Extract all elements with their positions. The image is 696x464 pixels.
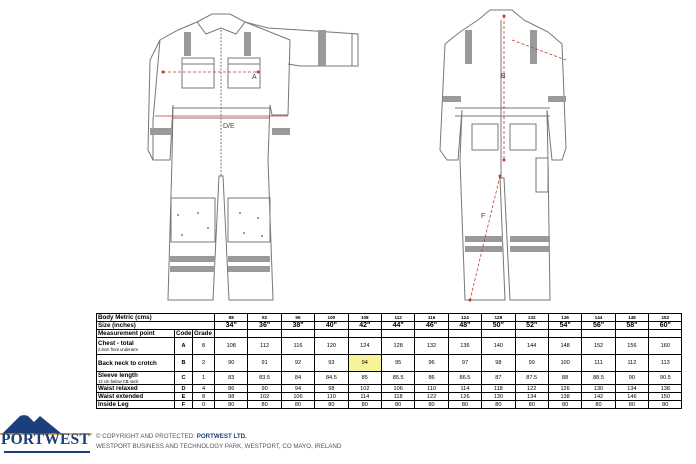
value-cell: 112 bbox=[248, 338, 281, 355]
value-cell: 138 bbox=[649, 385, 682, 393]
value-cell: 150 bbox=[649, 393, 682, 401]
empty-cell bbox=[649, 330, 682, 338]
row-code: D bbox=[175, 385, 193, 393]
value-cell: 106 bbox=[381, 385, 414, 393]
value-cell: 86.5 bbox=[448, 372, 481, 385]
value-cell: 148 bbox=[548, 338, 581, 355]
size-cell: 88 bbox=[215, 314, 248, 322]
value-cell: 86 bbox=[415, 372, 448, 385]
company-address: WESTPORT BUSINESS AND TECHNOLOGY PARK, WESTPORT, CO MAYO, IRELAND bbox=[96, 443, 342, 450]
value-cell: 98 bbox=[482, 355, 515, 372]
size-cell: 38" bbox=[281, 322, 314, 330]
row-label-text: Sleeve length bbox=[98, 372, 138, 379]
value-cell: 156 bbox=[615, 338, 648, 355]
size-cell: 152 bbox=[649, 314, 682, 322]
value-cell: 97 bbox=[448, 355, 481, 372]
size-cell: 148 bbox=[615, 314, 648, 322]
value-cell: 80 bbox=[315, 401, 348, 409]
size-cell: 112 bbox=[381, 314, 414, 322]
value-cell: 80 bbox=[649, 401, 682, 409]
value-cell: 84.5 bbox=[315, 372, 348, 385]
size-cell: 136 bbox=[548, 314, 581, 322]
value-cell: 86 bbox=[215, 385, 248, 393]
row-label-text: Back neck to crotch bbox=[98, 359, 157, 367]
value-cell: 90 bbox=[615, 372, 648, 385]
measurement-lines bbox=[155, 16, 566, 300]
size-cell: 58" bbox=[615, 322, 648, 330]
value-cell: 80 bbox=[281, 401, 314, 409]
value-cell: 146 bbox=[615, 393, 648, 401]
value-cell: 88.5 bbox=[582, 372, 615, 385]
row-label bbox=[97, 355, 175, 372]
value-cell: 130 bbox=[582, 385, 615, 393]
empty-cell bbox=[381, 330, 414, 338]
size-cell: 40" bbox=[315, 322, 348, 330]
value-cell: 93 bbox=[315, 355, 348, 372]
row-code: C bbox=[175, 372, 193, 385]
size-cell: 48" bbox=[448, 322, 481, 330]
value-cell: 138 bbox=[548, 393, 581, 401]
header-row bbox=[97, 314, 682, 322]
label-a: A bbox=[252, 74, 257, 81]
value-cell: 98 bbox=[315, 385, 348, 393]
empty-cell bbox=[248, 330, 281, 338]
row-grade: 0 bbox=[193, 401, 215, 409]
header-label: Body Metric (cms) bbox=[97, 314, 215, 322]
value-cell: 106 bbox=[281, 393, 314, 401]
value-cell: 132 bbox=[415, 338, 448, 355]
size-cell: 100 bbox=[315, 314, 348, 322]
portwest-logo-text: PORTWEST bbox=[1, 431, 90, 448]
empty-cell bbox=[615, 330, 648, 338]
col-measurement-point: Measurement point bbox=[97, 330, 175, 338]
row-label bbox=[97, 372, 175, 385]
empty-cell bbox=[582, 330, 615, 338]
value-cell: 80 bbox=[482, 401, 515, 409]
size-cell: 144 bbox=[582, 314, 615, 322]
size-cell: 60" bbox=[649, 322, 682, 330]
value-cell: 85.5 bbox=[381, 372, 414, 385]
empty-cell bbox=[482, 330, 515, 338]
row-code: B bbox=[175, 355, 193, 372]
row-code: F bbox=[175, 401, 193, 409]
value-cell: 80 bbox=[615, 401, 648, 409]
value-cell: 130 bbox=[482, 393, 515, 401]
empty-cell bbox=[448, 330, 481, 338]
value-cell: 80 bbox=[548, 401, 581, 409]
empty-cell bbox=[415, 330, 448, 338]
value-cell: 83 bbox=[215, 372, 248, 385]
value-cell: 92 bbox=[281, 355, 314, 372]
label-f: F bbox=[481, 213, 486, 220]
header-label: Size (inches) bbox=[97, 322, 215, 330]
value-cell: 85 bbox=[348, 372, 381, 385]
value-cell: 118 bbox=[381, 393, 414, 401]
table-row bbox=[97, 355, 682, 372]
value-cell: 99 bbox=[515, 355, 548, 372]
value-cell: 88 bbox=[548, 372, 581, 385]
size-cell: 54" bbox=[548, 322, 581, 330]
size-chart-table bbox=[96, 313, 682, 409]
size-cell: 116 bbox=[415, 314, 448, 322]
value-cell: 102 bbox=[348, 385, 381, 393]
table-row bbox=[97, 393, 682, 401]
copyright-prefix: © COPYRIGHT AND PROTECTED: bbox=[96, 433, 195, 440]
value-cell: 91 bbox=[248, 355, 281, 372]
value-cell: 100 bbox=[548, 355, 581, 372]
value-cell: 80 bbox=[348, 401, 381, 409]
size-cell: 34" bbox=[215, 322, 248, 330]
value-cell: 114 bbox=[348, 393, 381, 401]
value-cell: 80 bbox=[515, 401, 548, 409]
table-row bbox=[97, 372, 682, 385]
value-cell: 83.5 bbox=[248, 372, 281, 385]
value-cell: 116 bbox=[281, 338, 314, 355]
size-cell: 92 bbox=[248, 314, 281, 322]
row-label bbox=[97, 385, 175, 393]
size-cell: 128 bbox=[482, 314, 515, 322]
row-label bbox=[97, 393, 175, 401]
col-code: Code bbox=[176, 330, 192, 337]
row-code: E bbox=[175, 393, 193, 401]
value-cell: 142 bbox=[582, 393, 615, 401]
value-cell: 95 bbox=[381, 355, 414, 372]
value-cell: 120 bbox=[315, 338, 348, 355]
value-cell: 90.5 bbox=[649, 372, 682, 385]
value-cell: 152 bbox=[582, 338, 615, 355]
empty-cell bbox=[515, 330, 548, 338]
row-label bbox=[97, 401, 175, 409]
value-cell: 136 bbox=[448, 338, 481, 355]
row-grade: 1 bbox=[193, 372, 215, 385]
value-cell: 113 bbox=[649, 355, 682, 372]
value-cell: 114 bbox=[448, 385, 481, 393]
value-cell: 134 bbox=[615, 385, 648, 393]
row-grade: 4 bbox=[193, 385, 215, 393]
value-cell: 80 bbox=[582, 401, 615, 409]
empty-cell bbox=[315, 330, 348, 338]
size-cell: 56" bbox=[582, 322, 615, 330]
value-cell: 108 bbox=[215, 338, 248, 355]
value-cell: 144 bbox=[515, 338, 548, 355]
size-cell: 52" bbox=[515, 322, 548, 330]
table-row bbox=[97, 385, 682, 393]
row-grade: 8 bbox=[193, 393, 215, 401]
size-chart-body bbox=[97, 314, 682, 409]
row-label-text: Chest - total bbox=[98, 340, 134, 347]
col-grade: Grade bbox=[193, 330, 215, 338]
value-cell: 94 bbox=[348, 355, 381, 372]
header-row bbox=[97, 322, 682, 330]
size-cell: 36" bbox=[248, 322, 281, 330]
size-cell: 46" bbox=[415, 322, 448, 330]
value-cell: 102 bbox=[248, 393, 281, 401]
empty-cell bbox=[348, 330, 381, 338]
value-cell: 90 bbox=[215, 355, 248, 372]
label-b: B bbox=[501, 73, 506, 80]
value-cell: 122 bbox=[415, 393, 448, 401]
value-cell: 110 bbox=[315, 393, 348, 401]
size-cell: 44" bbox=[381, 322, 414, 330]
value-cell: 98 bbox=[215, 393, 248, 401]
value-cell: 94 bbox=[281, 385, 314, 393]
size-cell: 132 bbox=[515, 314, 548, 322]
value-cell: 110 bbox=[415, 385, 448, 393]
column-header-row bbox=[97, 330, 682, 338]
value-cell: 124 bbox=[348, 338, 381, 355]
row-grade: 8 bbox=[193, 338, 215, 355]
size-cell: 42" bbox=[348, 322, 381, 330]
size-cell: 124 bbox=[448, 314, 481, 322]
row-label-note: 12 cm below CB neck bbox=[98, 379, 139, 384]
row-label-note: 2.5cm from underarm bbox=[98, 347, 139, 352]
row-label-text: Inside Leg bbox=[98, 401, 129, 408]
empty-cell bbox=[281, 330, 314, 338]
back-view bbox=[440, 10, 566, 300]
row-grade: 2 bbox=[193, 355, 215, 372]
knee-pad-studs bbox=[177, 212, 263, 237]
table-row bbox=[97, 338, 682, 355]
row-label-text: Waist extended bbox=[98, 393, 144, 400]
value-cell: 87.5 bbox=[515, 372, 548, 385]
size-cell: 108 bbox=[348, 314, 381, 322]
value-cell: 122 bbox=[515, 385, 548, 393]
value-cell: 87 bbox=[482, 372, 515, 385]
value-cell: 126 bbox=[548, 385, 581, 393]
value-cell: 134 bbox=[515, 393, 548, 401]
value-cell: 160 bbox=[649, 338, 682, 355]
empty-cell bbox=[215, 330, 248, 338]
size-cell: 50" bbox=[482, 322, 515, 330]
copyright-line bbox=[96, 433, 247, 440]
value-cell: 80 bbox=[415, 401, 448, 409]
label-de: D/E bbox=[223, 123, 235, 130]
value-cell: 84 bbox=[281, 372, 314, 385]
value-cell: 140 bbox=[482, 338, 515, 355]
value-cell: 80 bbox=[381, 401, 414, 409]
value-cell: 80 bbox=[215, 401, 248, 409]
value-cell: 126 bbox=[448, 393, 481, 401]
row-code: A bbox=[175, 338, 193, 355]
value-cell: 80 bbox=[448, 401, 481, 409]
value-cell: 118 bbox=[482, 385, 515, 393]
value-cell: 80 bbox=[248, 401, 281, 409]
value-cell: 90 bbox=[248, 385, 281, 393]
copyright-brand: PORTWEST LTD. bbox=[196, 433, 247, 440]
empty-cell bbox=[548, 330, 581, 338]
value-cell: 96 bbox=[415, 355, 448, 372]
size-cell: 96 bbox=[281, 314, 314, 322]
value-cell: 128 bbox=[381, 338, 414, 355]
row-label bbox=[97, 338, 175, 355]
table-row bbox=[97, 401, 682, 409]
row-label-text: Waist relaxed bbox=[98, 385, 138, 392]
value-cell: 111 bbox=[582, 355, 615, 372]
value-cell: 112 bbox=[615, 355, 648, 372]
